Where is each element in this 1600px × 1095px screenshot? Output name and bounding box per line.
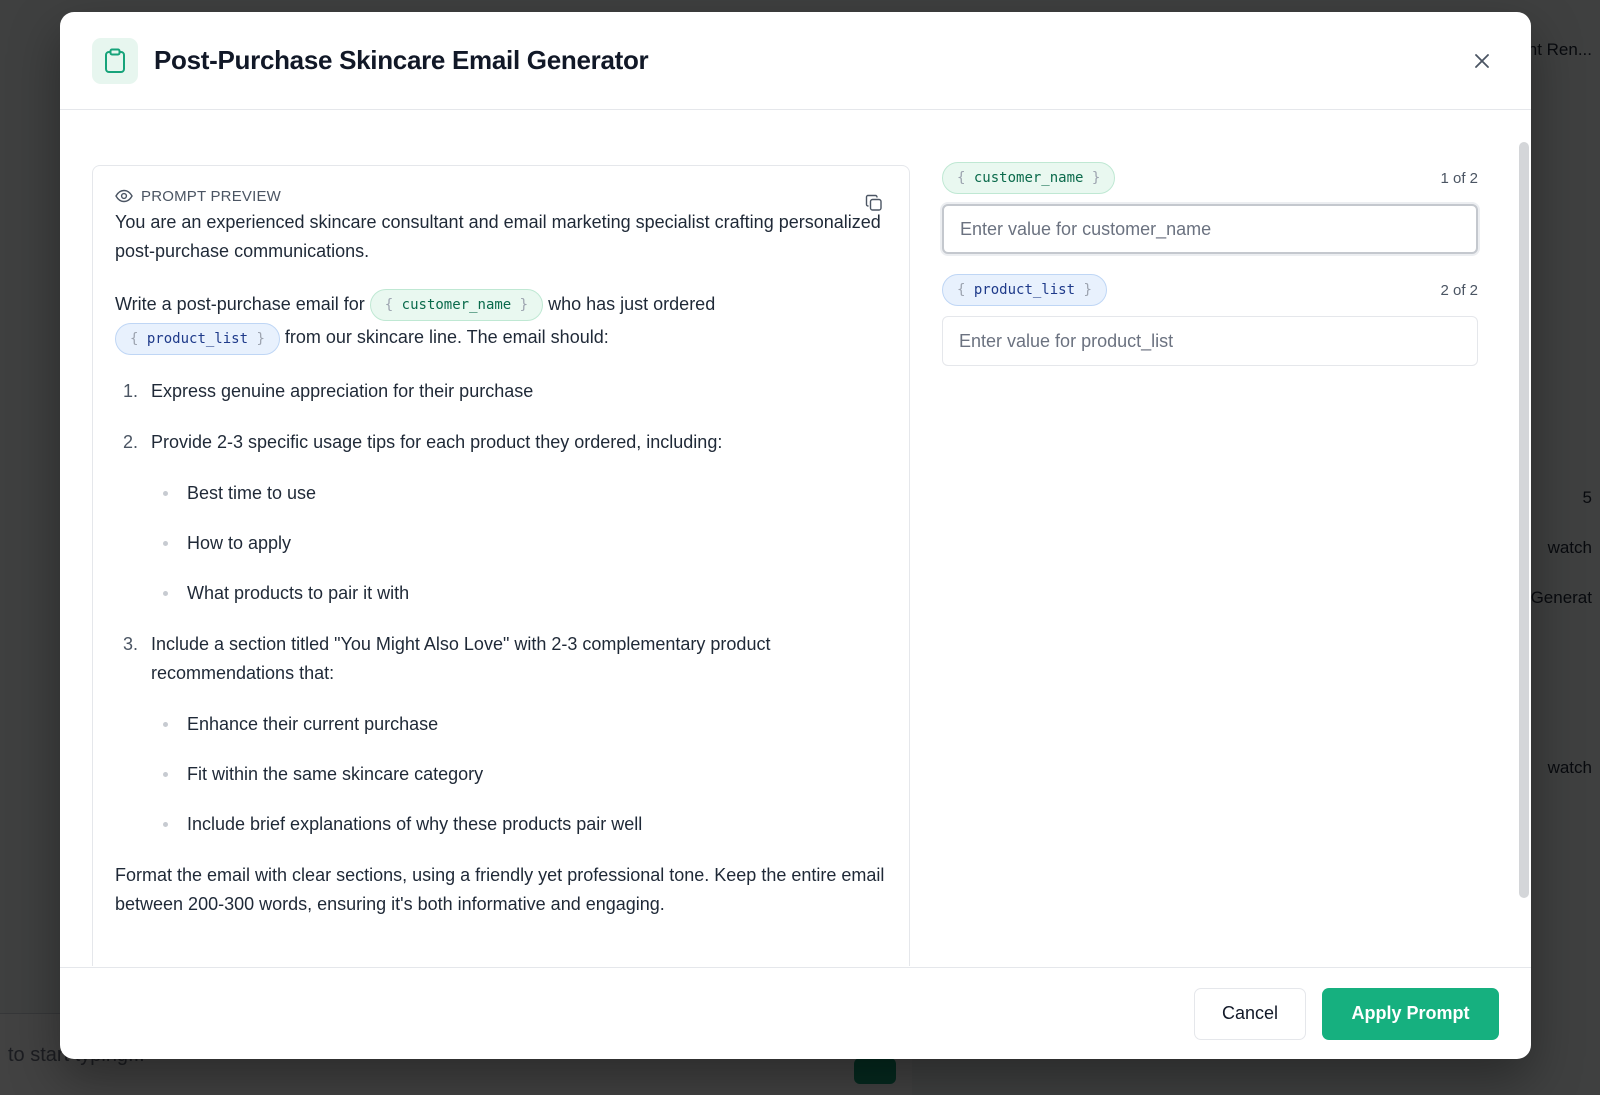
variable-chip-customer-name: { customer_name }: [942, 162, 1115, 194]
sub-list-item: Best time to use: [151, 479, 887, 508]
variable-header: [942, 161, 1478, 195]
list-item: 3. Include a section titled "You Might Also Love" with 2-3 complementary product recommendations that: Enhance their current purchase Fit within the same skincare category Include brief explanations of why these products pair well: [115, 630, 887, 839]
list-item: 2. Provide 2-3 specific usage tips for each product they ordered, including: Best time to use How to apply What products to pair it with: [115, 428, 887, 608]
sub-list-item: What products to pair it with: [151, 579, 887, 608]
clipboard-icon: [92, 38, 138, 84]
apply-prompt-button[interactable]: Apply Prompt: [1322, 988, 1499, 1040]
close-button[interactable]: [1465, 44, 1499, 78]
copy-button[interactable]: [861, 190, 887, 216]
prompt-preview-header: [115, 186, 887, 206]
variable-chip-product-list: { product_list }: [115, 323, 280, 355]
product-list-input[interactable]: [942, 316, 1478, 366]
sub-list-item: How to apply: [151, 529, 887, 558]
sub-list: [151, 479, 887, 608]
prompt-intro: You are an experienced skincare consultant and email marketing specialist crafting personalized post-purchase communications.: [115, 212, 881, 261]
prompt-preview-card: [92, 165, 910, 966]
prompt-closing: Format the email with clear sections, using a friendly yet professional tone. Keep the entire email between 200-300 words, ensuring it's both informative and engaging.: [115, 864, 885, 914]
sub-list-item: Include brief explanations of why these products pair well: [151, 810, 887, 839]
modal-footer: [60, 967, 1531, 1059]
instruction-list: [115, 377, 887, 839]
variable-chip-product-list: { product_list }: [942, 274, 1107, 306]
sub-list: [151, 710, 887, 839]
sub-list-item: Enhance their current purchase: [151, 710, 887, 739]
customer-name-input[interactable]: [942, 204, 1478, 254]
variable-count: 2 of 2: [1440, 281, 1478, 299]
variable-header: [942, 273, 1478, 307]
modal-header: [60, 12, 1531, 110]
prompt-modal: [60, 12, 1531, 1059]
variables-panel: [942, 161, 1478, 385]
modal-title: Post-Purchase Skincare Email Generator: [154, 45, 649, 75]
variable-count: 1 of 2: [1440, 169, 1478, 187]
prompt-preview-text: [115, 208, 887, 919]
variable-chip-customer-name: { customer_name }: [370, 289, 543, 321]
prompt-preview-label: PROMPT PREVIEW: [141, 187, 282, 205]
close-icon: [1475, 54, 1489, 68]
scrollbar-thumb[interactable]: [1519, 142, 1529, 898]
copy-icon: [865, 194, 883, 212]
eye-icon: [115, 189, 133, 203]
prompt-paragraph: Write a post-purchase email for { customer_name } who has just ordered { product_list } from our skincare line. The email should:: [115, 288, 887, 355]
modal-body: [60, 111, 1531, 966]
modal-scrollbar[interactable]: [1519, 142, 1529, 898]
cancel-button[interactable]: Cancel: [1194, 988, 1306, 1040]
sub-list-item: Fit within the same skincare category: [151, 760, 887, 789]
list-item: 1. Express genuine appreciation for their purchase: [123, 380, 534, 401]
